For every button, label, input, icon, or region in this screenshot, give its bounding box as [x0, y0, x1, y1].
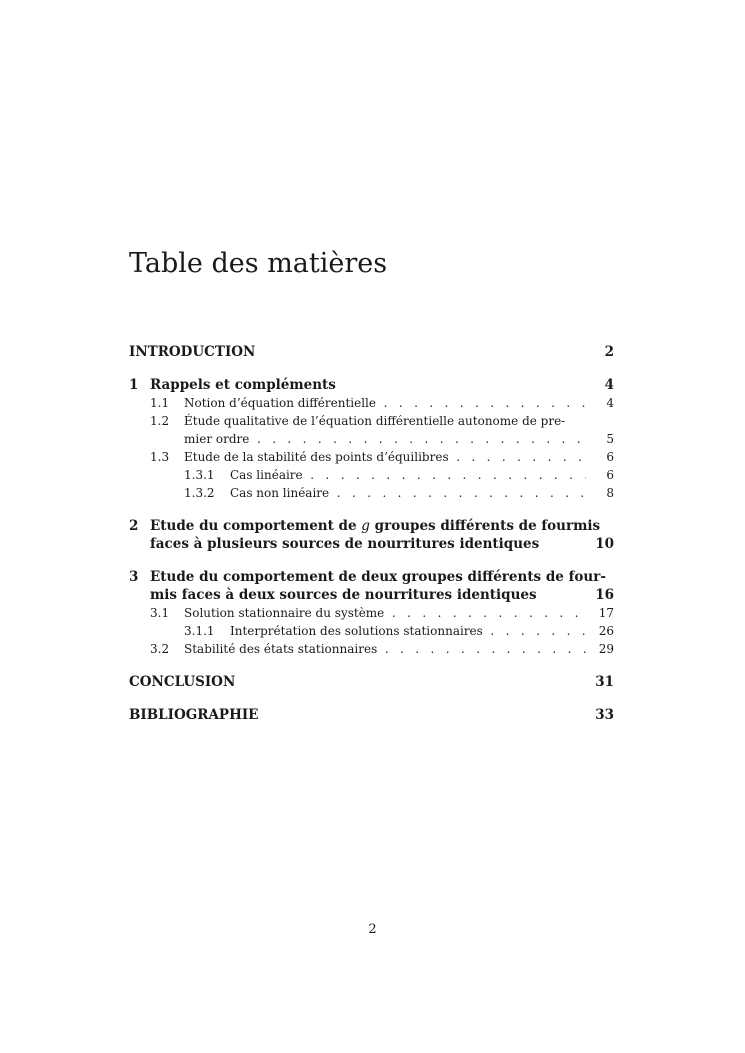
toc-entry-number: 2: [129, 518, 139, 534]
toc-entry-section-3-1[interactable]: [129, 604, 614, 622]
toc-entry-introduction[interactable]: [129, 343, 614, 361]
toc-entry-number: 1.2: [150, 414, 170, 428]
toc-entry-chapter-3[interactable]: [129, 568, 614, 604]
toc-entry-number: 1.3.2: [184, 486, 215, 500]
toc-entry-conclusion[interactable]: [129, 673, 614, 691]
toc-page-number: 6: [606, 450, 614, 464]
toc-entry-number: 1: [129, 377, 139, 393]
toc-page-number: 33: [595, 707, 614, 723]
toc-entry-title-line2: faces à plusieurs sources de nourritures identiques: [150, 536, 540, 552]
toc-page-number: 2: [604, 344, 614, 360]
toc-entry-section-3-2[interactable]: [129, 640, 614, 658]
toc-entry-number: 3.1: [150, 606, 170, 620]
toc-title-part: Etude du comportement de: [150, 518, 357, 534]
toc-page-number: 6: [606, 468, 614, 482]
toc-page-number: 17: [598, 606, 614, 620]
toc-entry-title-line1: [150, 517, 600, 535]
toc-page-number: 4: [604, 377, 614, 393]
toc-entry-title: Interprétation des solutions stationnaires . . .: [230, 622, 586, 640]
toc-entry-title-line2: mis faces à deux sources de nourritures identiques: [150, 587, 537, 603]
toc-entry-title-line1: Étude qualitative de l’équation différentielle autonome de pre-: [184, 414, 566, 428]
toc-entry-title-line2: mier ordre . . .: [184, 430, 586, 448]
toc-page-number: 5: [606, 432, 614, 446]
toc-page-number: 10: [595, 536, 614, 552]
toc-entry-chapter-1[interactable]: [129, 376, 614, 394]
toc-page-number: 4: [606, 396, 614, 410]
toc-entry-title: Solution stationnaire du système . . .: [184, 604, 586, 622]
toc-entry-chapter-2[interactable]: [129, 517, 614, 553]
toc-entry-number: 1.3: [150, 450, 170, 464]
toc-page-number: 8: [606, 486, 614, 500]
toc-entry-title-line1: Etude du comportement de deux groupes différents de four-: [150, 569, 606, 585]
toc-entry-number: 3.1.1: [184, 624, 215, 638]
toc-entry-section-1-2[interactable]: [129, 412, 614, 448]
toc-entry-subsection-1-3-1[interactable]: [129, 466, 614, 484]
toc-entry-section-1-1[interactable]: [129, 394, 614, 412]
toc-entry-title: Etude de la stabilité des points d’équilibres . . .: [184, 448, 586, 466]
footer-page-number: 2: [368, 922, 377, 937]
toc-title-variable: g: [361, 518, 370, 534]
toc-page-number: 31: [595, 674, 614, 690]
toc-entry-number: 3: [129, 569, 139, 585]
toc-entry-title: Cas linéaire . . .: [230, 466, 586, 484]
toc-entry-subsection-3-1-1[interactable]: [129, 622, 614, 640]
toc-entry-title: CONCLUSION: [129, 674, 236, 690]
toc-entry-title: Notion d’équation différentielle . . .: [184, 394, 586, 412]
toc-entry-title: INTRODUCTION: [129, 344, 256, 360]
toc-entry-number: 1.1: [150, 396, 170, 410]
toc-entry-title: Stabilité des états stationnaires . . .: [184, 640, 586, 658]
toc-entry-section-1-3[interactable]: [129, 448, 614, 466]
toc-entry-bibliography[interactable]: [129, 706, 614, 724]
table-of-contents: [129, 343, 614, 724]
toc-entry-number: 3.2: [150, 642, 170, 656]
toc-entry-title: Rappels et compléments: [150, 377, 336, 393]
toc-page-number: 29: [598, 642, 614, 656]
toc-entry-title: BIBLIOGRAPHIE: [129, 707, 259, 723]
toc-title-part: groupes différents de fourmis: [374, 518, 601, 534]
toc-page-number: 26: [598, 624, 614, 638]
toc-entry-subsection-1-3-2[interactable]: [129, 484, 614, 502]
toc-entry-number: 1.3.1: [184, 468, 215, 482]
toc-page-number: 16: [595, 587, 614, 603]
toc-entry-title: Cas non linéaire . . .: [230, 484, 586, 502]
page-title: Table des matières: [129, 248, 388, 279]
